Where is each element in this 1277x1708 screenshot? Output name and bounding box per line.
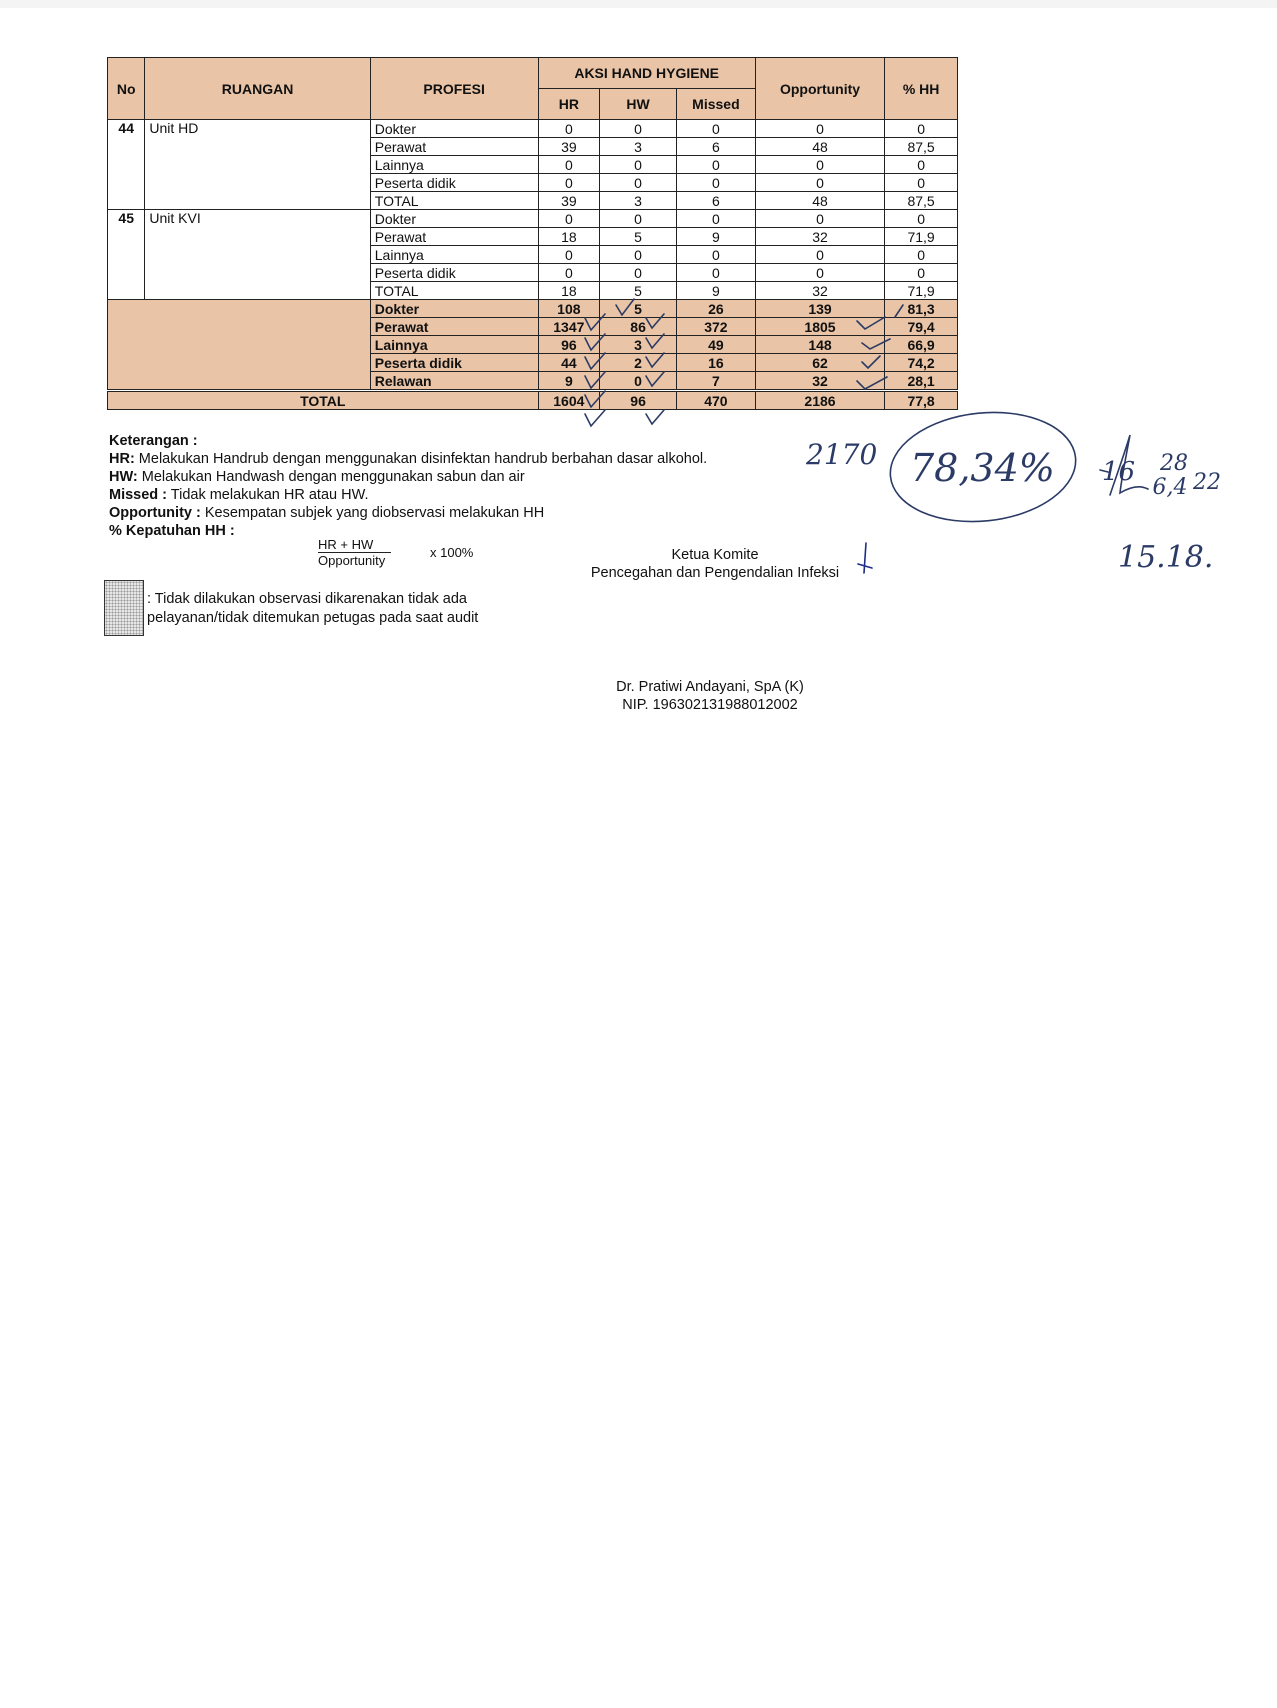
opportunity-cell: 32	[755, 372, 884, 391]
check-mark-icon	[646, 314, 664, 328]
opportunity-cell: 0	[755, 174, 884, 192]
pct-cell: 71,9	[885, 282, 958, 300]
pct-cell: 28,1	[885, 372, 958, 391]
check-mark-icon	[857, 317, 885, 329]
missed-cell: 0	[676, 264, 755, 282]
check-mark-icon	[857, 377, 887, 389]
hw-cell: 5	[600, 300, 677, 318]
grand-total-label: TOTAL	[108, 391, 539, 410]
opportunity-cell: 0	[755, 246, 884, 264]
missed-cell: 0	[676, 210, 755, 228]
check-mark-icon	[585, 391, 605, 407]
handwritten-2170: 2170	[806, 438, 878, 471]
pct-cell: 71,9	[885, 228, 958, 246]
hr-cell: 39	[538, 138, 600, 156]
opportunity-cell: 148	[755, 336, 884, 354]
pct-cell: 0	[885, 246, 958, 264]
missed-cell: 16	[676, 354, 755, 372]
pct-cell: 77,8	[885, 391, 958, 410]
pct-cell: 0	[885, 210, 958, 228]
hr-cell: 44	[538, 354, 600, 372]
profesi-cell: TOTAL	[370, 192, 538, 210]
pct-cell: 0	[885, 174, 958, 192]
pct-cell: 87,5	[885, 192, 958, 210]
profesi-cell: Perawat	[370, 228, 538, 246]
missed-cell: 7	[676, 372, 755, 391]
hw-cell: 0	[600, 372, 677, 391]
handwritten-78-34-percent: 78,34%	[910, 446, 1055, 490]
header-ruangan: RUANGAN	[145, 58, 370, 120]
hw-cell: 0	[600, 246, 677, 264]
profesi-cell: Peserta didik	[370, 354, 538, 372]
committee-line-2: Pencegahan dan Pengendalian Infeksi	[590, 565, 840, 581]
opportunity-cell: 48	[755, 138, 884, 156]
header-percent-hh: % HH	[885, 58, 958, 120]
check-mark-icon	[646, 410, 664, 424]
opportunity-cell: 139	[755, 300, 884, 318]
hr-cell: 9	[538, 372, 600, 391]
check-mark-icon	[646, 372, 664, 386]
missed-cell: 470	[676, 391, 755, 410]
opportunity-cell: 0	[755, 264, 884, 282]
hr-cell: 18	[538, 228, 600, 246]
unit-name: Unit HD	[145, 120, 370, 210]
check-mark-icon	[616, 299, 634, 315]
header-hw: HW	[600, 89, 677, 120]
missed-cell: 0	[676, 174, 755, 192]
handwritten-15-18: 15.18.	[1118, 540, 1214, 575]
missed-cell: 6	[676, 138, 755, 156]
header-aksi-hand-hygiene: AKSI HAND HYGIENE	[538, 58, 755, 89]
opportunity-cell: 32	[755, 282, 884, 300]
hr-cell: 18	[538, 282, 600, 300]
hw-cell: 0	[600, 120, 677, 138]
hr-cell: 0	[538, 264, 600, 282]
hw-cell: 3	[600, 192, 677, 210]
missed-cell: 372	[676, 318, 755, 336]
check-mark-icon	[585, 334, 605, 350]
opportunity-cell: 62	[755, 354, 884, 372]
unit-name: Unit KVI	[145, 210, 370, 300]
check-mark-icon	[585, 353, 605, 369]
opportunity-cell: 0	[755, 156, 884, 174]
committee-line-1: Ketua Komite	[671, 547, 759, 563]
hr-cell: 1604	[538, 391, 600, 410]
missed-cell: 26	[676, 300, 755, 318]
check-mark-icon	[585, 372, 605, 388]
pct-cell: 87,5	[885, 138, 958, 156]
hw-cell: 2	[600, 354, 677, 372]
profesi-cell: Peserta didik	[370, 174, 538, 192]
hw-cell: 0	[600, 210, 677, 228]
hr-cell: 0	[538, 156, 600, 174]
profesi-cell: Lainnya	[370, 156, 538, 174]
profesi-cell: Peserta didik	[370, 264, 538, 282]
profesi-cell: Dokter	[370, 300, 538, 318]
header-profesi: PROFESI	[370, 58, 538, 120]
note-kepatuhan: % Kepatuhan HH :	[109, 523, 235, 539]
missed-cell: 49	[676, 336, 755, 354]
note-hr: HR: Melakukan Handrub dengan menggunakan disinfektan handrub berbahan dasar alkohol.	[109, 451, 708, 467]
hw-cell: 5	[600, 228, 677, 246]
handwritten-date-fraction: 16 28 6,4	[1102, 451, 1188, 500]
signer-nip: NIP. 196302131988012002	[622, 697, 798, 713]
check-mark-icon	[895, 305, 903, 317]
profesi-cell: Perawat	[370, 138, 538, 156]
note-hw: HW: Melakukan Handwash dengan menggunakan sabun dan air	[109, 469, 525, 485]
hr-cell: 96	[538, 336, 600, 354]
note-missed: Missed : Tidak melakukan HR atau HW.	[109, 487, 369, 503]
opportunity-cell: 32	[755, 228, 884, 246]
missed-cell: 9	[676, 228, 755, 246]
handwritten-22: 22	[1193, 470, 1221, 495]
hr-cell: 0	[538, 120, 600, 138]
missed-cell: 0	[676, 246, 755, 264]
hw-cell: 86	[600, 318, 677, 336]
hr-cell: 0	[538, 174, 600, 192]
profesi-cell: Relawan	[370, 372, 538, 391]
check-mark-icon	[862, 356, 880, 368]
hw-cell: 0	[600, 174, 677, 192]
formula-multiplier: x 100%	[430, 545, 474, 560]
hw-cell: 5	[600, 282, 677, 300]
hw-cell: 3	[600, 138, 677, 156]
check-mark-icon	[646, 334, 664, 348]
pct-cell: 74,2	[885, 354, 958, 372]
check-mark-icon	[585, 314, 605, 330]
profesi-cell: Dokter	[370, 210, 538, 228]
profesi-cell: Perawat	[370, 318, 538, 336]
hr-cell: 108	[538, 300, 600, 318]
pct-cell: 0	[885, 120, 958, 138]
hr-cell: 0	[538, 210, 600, 228]
notes-title: Keterangan :	[109, 433, 198, 449]
profesi-cell: Dokter	[370, 120, 538, 138]
profesi-cell: TOTAL	[370, 282, 538, 300]
check-mark-icon	[585, 410, 605, 426]
opportunity-cell: 0	[755, 120, 884, 138]
unit-number: 44	[108, 120, 145, 210]
hw-cell: 0	[600, 156, 677, 174]
opportunity-cell: 1805	[755, 318, 884, 336]
legend-text: : Tidak dilakukan observasi dikarenakan tidak ada pelayanan/tidak ditemukan petugas pada saat audit	[147, 591, 479, 626]
check-mark-icon	[646, 353, 664, 367]
pct-cell: 79,4	[885, 318, 958, 336]
profesi-cell: Lainnya	[370, 336, 538, 354]
header-missed: Missed	[676, 89, 755, 120]
pct-cell: 0	[885, 156, 958, 174]
note-opportunity: Opportunity : Kesempatan subjek yang diobservasi melakukan HH	[109, 505, 545, 521]
signature-icon	[858, 543, 872, 573]
opportunity-cell: 0	[755, 210, 884, 228]
hw-cell: 0	[600, 264, 677, 282]
header-no: No	[108, 58, 145, 120]
profesi-cell: Lainnya	[370, 246, 538, 264]
missed-cell: 9	[676, 282, 755, 300]
header-hr: HR	[538, 89, 600, 120]
pct-cell: 66,9	[885, 336, 958, 354]
opportunity-cell: 2186	[755, 391, 884, 410]
signer-name: Dr. Pratiwi Andayani, SpA (K)	[616, 679, 804, 695]
missed-cell: 0	[676, 120, 755, 138]
pct-cell: 81,3	[885, 300, 958, 318]
hr-cell: 39	[538, 192, 600, 210]
formula-denominator: Opportunity	[318, 553, 386, 568]
missed-cell: 0	[676, 156, 755, 174]
check-mark-icon	[862, 339, 890, 349]
hr-cell: 0	[538, 246, 600, 264]
unit-number: 45	[108, 210, 145, 300]
pct-cell: 0	[885, 264, 958, 282]
formula-numerator: HR + HW	[318, 537, 391, 553]
hw-cell: 96	[600, 391, 677, 410]
missed-cell: 6	[676, 192, 755, 210]
hw-cell: 3	[600, 336, 677, 354]
header-opportunity: Opportunity	[755, 58, 884, 120]
opportunity-cell: 48	[755, 192, 884, 210]
hr-cell: 1347	[538, 318, 600, 336]
